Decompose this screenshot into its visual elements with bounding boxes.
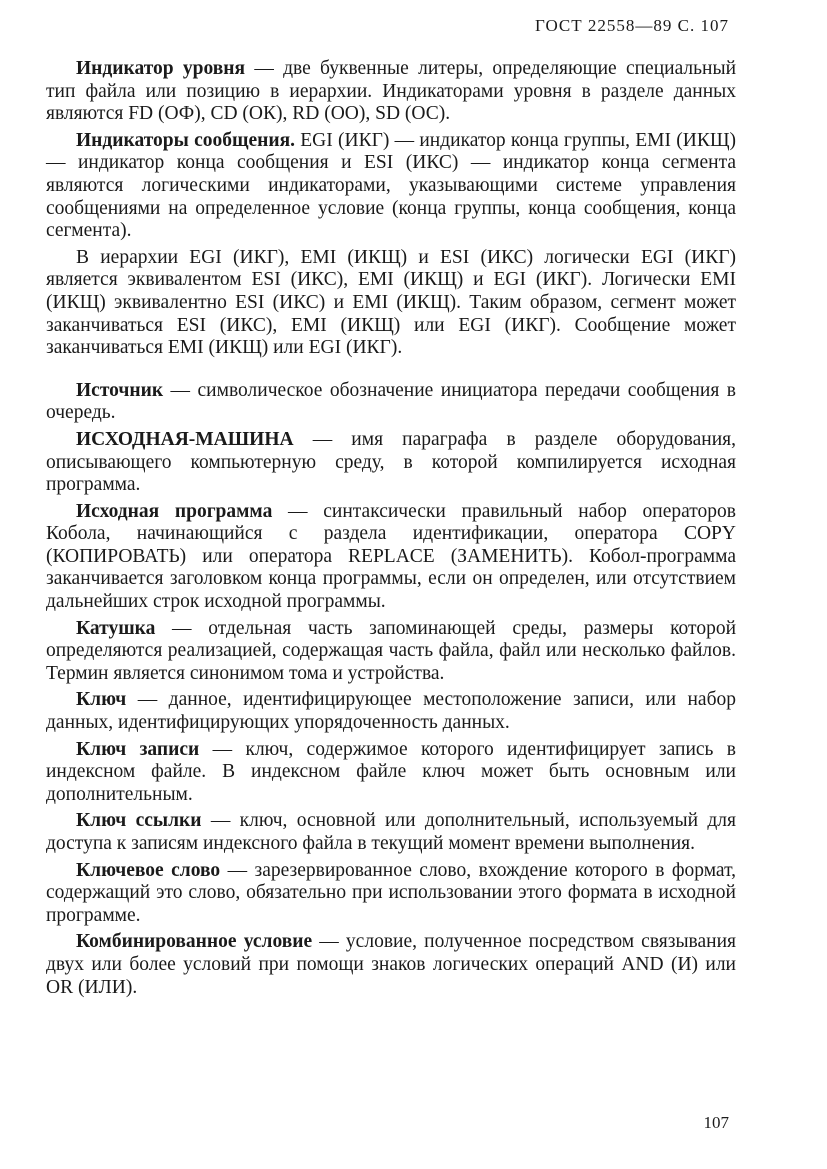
definition-text: В иерархии EGI (ИКГ), EMI (ИКЩ) и ESI (ИКС) логически EGI (ИКГ) является эквивалентом ESI (ИКС), EMI (ИКЩ) и EGI (ИКГ). Логически EMI (ИКЩ) эквивалентно ESI (ИКС) и EMI (ИКЩ). Таким образом, сегмент может заканчиваться ESI (ИКС), EMI (ИКЩ) или EGI (ИКГ). Сообщение может заканчиваться EMI (ИКЩ) или EGI (ИКГ). xyxy=(46,246,736,359)
term: Катушка xyxy=(76,617,156,639)
term: Индикаторы сообщения. xyxy=(76,129,295,151)
definition-text: — зарезервированное слово, вхождение которого в формат, содержащий это слово, обязательно при использовании этого формата в исходной программе. xyxy=(46,859,736,926)
term: Исходная программа xyxy=(76,500,273,522)
term: Ключ xyxy=(76,689,127,711)
term: ИСХОДНАЯ-МАШИНА xyxy=(76,428,294,450)
definition-paragraph xyxy=(46,58,736,126)
definition-paragraph xyxy=(46,501,736,614)
definition-text: — ключ, основной или дополнительный, используемый для доступа к записям индексного файла в текущий момент времени выполнения. xyxy=(46,810,736,854)
term: Комбинированное условие xyxy=(76,931,313,953)
definition-paragraph xyxy=(46,380,736,425)
definition-paragraph xyxy=(46,931,736,999)
definition-paragraph xyxy=(46,860,736,928)
definition-text: — данное, идентифицирующее местоположение записи, или набор данных, идентифицирующих упорядоченность данных. xyxy=(46,689,736,734)
definition-text: EGI (ИКГ) — индикатор конца группы, EMI (ИКЩ) — индикатор конца сообщения и ESI (ИКС) — индикатор конца сегмента являются логическими индикаторами, указывающими системе управления сообщениями на определенное условие (конца группы, конца сообщения, конца сегмента). xyxy=(46,129,736,242)
running-header: ГОСТ 22558—89 С. 107 xyxy=(535,16,729,35)
definition-paragraph xyxy=(46,739,736,807)
term: Источник xyxy=(76,379,164,401)
definition-paragraph xyxy=(46,618,736,686)
definition-text: — две буквенные литеры, определяющие специальный тип файла или позицию в иерархии. Индикаторами уровня в разделе данных являются FD (ОФ), CD (ОК), RD (ОО), SD (ОС). xyxy=(46,58,737,125)
definition-text: — символическое обозначение инициатора передачи сообщения в очередь. xyxy=(46,379,736,424)
definition-paragraph xyxy=(46,429,736,497)
term: Ключевое слово xyxy=(76,859,221,881)
definition-text: — ключ, содержимое которого идентифицирует запись в индексном файле. В индексном файле ключ может быть основным или дополнительным. xyxy=(46,738,736,805)
definition-text: — условие, полученное посредством связывания двух или более условий при помощи знаков логических операций AND (И) или OR (ИЛИ). xyxy=(46,931,737,998)
page-number: 107 xyxy=(703,1113,729,1132)
definition-text: — имя параграфа в разделе оборудования, описывающего компьютерную среду, в которой компилируется исходная программа. xyxy=(46,428,736,496)
term: Ключ ссылки xyxy=(76,810,202,832)
definition-paragraph xyxy=(46,247,736,360)
definition-paragraph xyxy=(46,130,736,243)
definition-text: — синтаксически правильный набор операторов Кобола, начинающийся с раздела идентификации, оператора COPY (КОПИРОВАТЬ) или оператора REPLACE (ЗАМЕНИТЬ). Кобол-программа заканчивается заголовком конца программы, если он определен, или отсутствием дальнейших строк исходной программы. xyxy=(46,500,736,613)
term: Ключ записи xyxy=(76,738,200,760)
definition-paragraph xyxy=(46,689,736,734)
definition-text: — отдельная часть запоминающей среды, размеры которой определяются реализацией, содержащая часть файла, файл или несколько файлов. Термин является синонимом тома и устройства. xyxy=(46,617,736,684)
document-body xyxy=(46,58,736,1003)
definition-paragraph xyxy=(46,810,736,855)
term: Индикатор уровня xyxy=(76,58,246,79)
